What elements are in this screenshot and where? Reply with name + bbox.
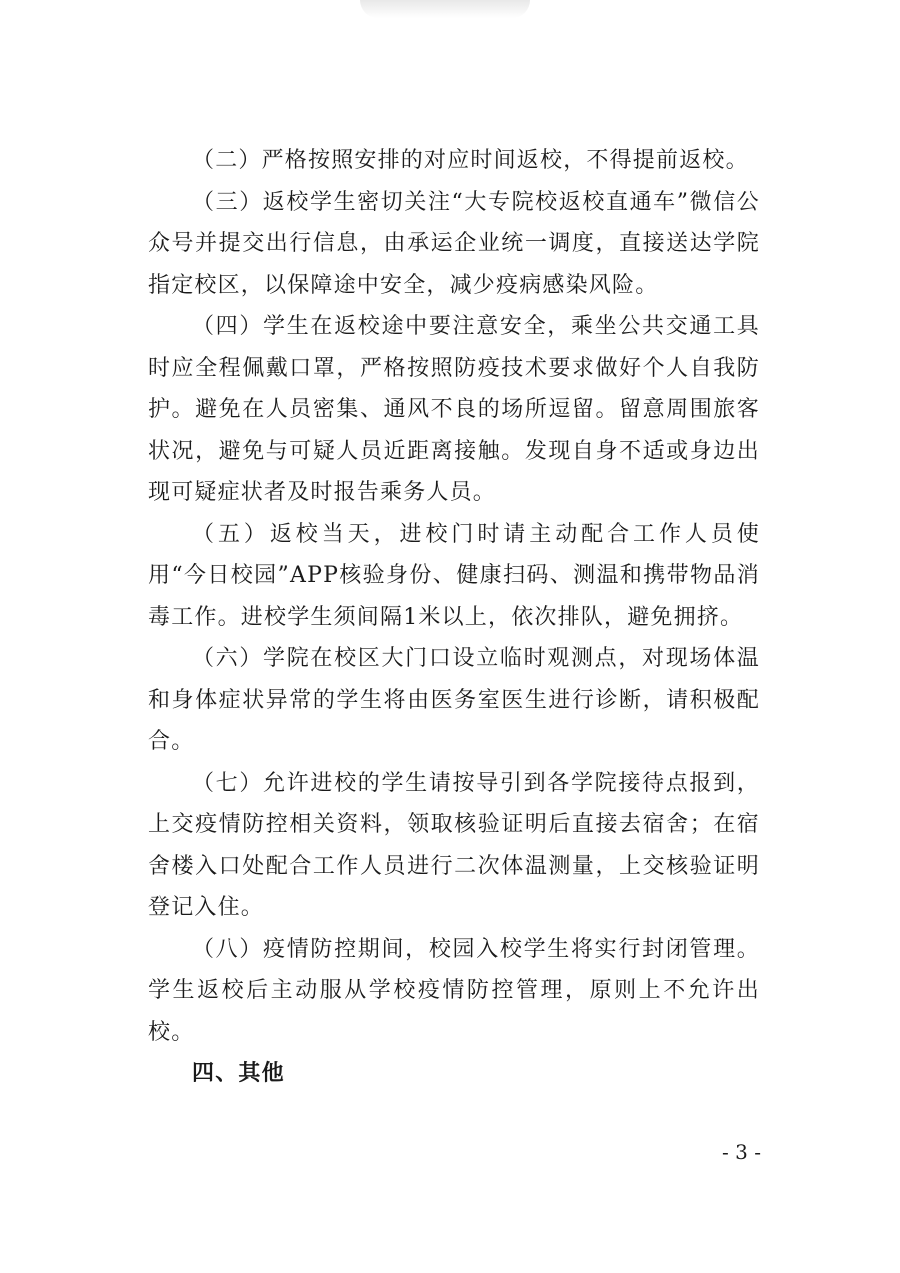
paragraph-item-2: （二）严格按照安排的对应时间返校，不得提前返校。	[192, 148, 749, 173]
document-body	[148, 140, 760, 1095]
paragraph-item-6: （六）学院在校区大门口设立临时观测点，对现场体温和身体症状异常的学生将由医务室医生进行诊断，请积极配合。	[148, 646, 760, 754]
paragraph-item-7: （七）允许进校的学生请按导引到各学院接待点报到，上交疫情防控相关资料，领取核验证明后直接去宿舍；在宿舍楼入口处配合工作人员进行二次体温测量，上交核验证明登记入住。	[148, 770, 760, 920]
page-number: - 3 -	[722, 1140, 761, 1164]
paragraph-item-4: （四）学生在返校途中要注意安全，乘坐公共交通工具时应全程佩戴口罩，严格按照防疫技术要求做好个人自我防护。避免在人员密集、通风不良的场所逗留。留意周围旅客状况，避免与可疑人员近距离接触。发现自身不适或身边出现可疑症状者及时报告乘务人员。	[148, 314, 760, 505]
paragraph-item-3: （三）返校学生密切关注“大专院校返校直通车”微信公众号并提交出行信息，由承运企业统一调度，直接送达学院指定校区，以保障途中安全，减少疫病感染风险。	[148, 189, 760, 298]
section-heading: 四、其他	[192, 1060, 285, 1086]
scan-artifact	[360, 0, 530, 18]
paragraph-item-8: （八）疫情防控期间，校园入校学生将实行封闭管理。学生返校后主动服从学校疫情防控管理，原则上不允许出校。	[148, 936, 760, 1045]
paragraph-item-5: （五）返校当天，进校门时请主动配合工作人员使用“今日校园”APP核验身份、健康扫码、测温和携带物品消毒工作。进校学生须间隔1米以上，依次排队，避免拥挤。	[148, 521, 760, 630]
